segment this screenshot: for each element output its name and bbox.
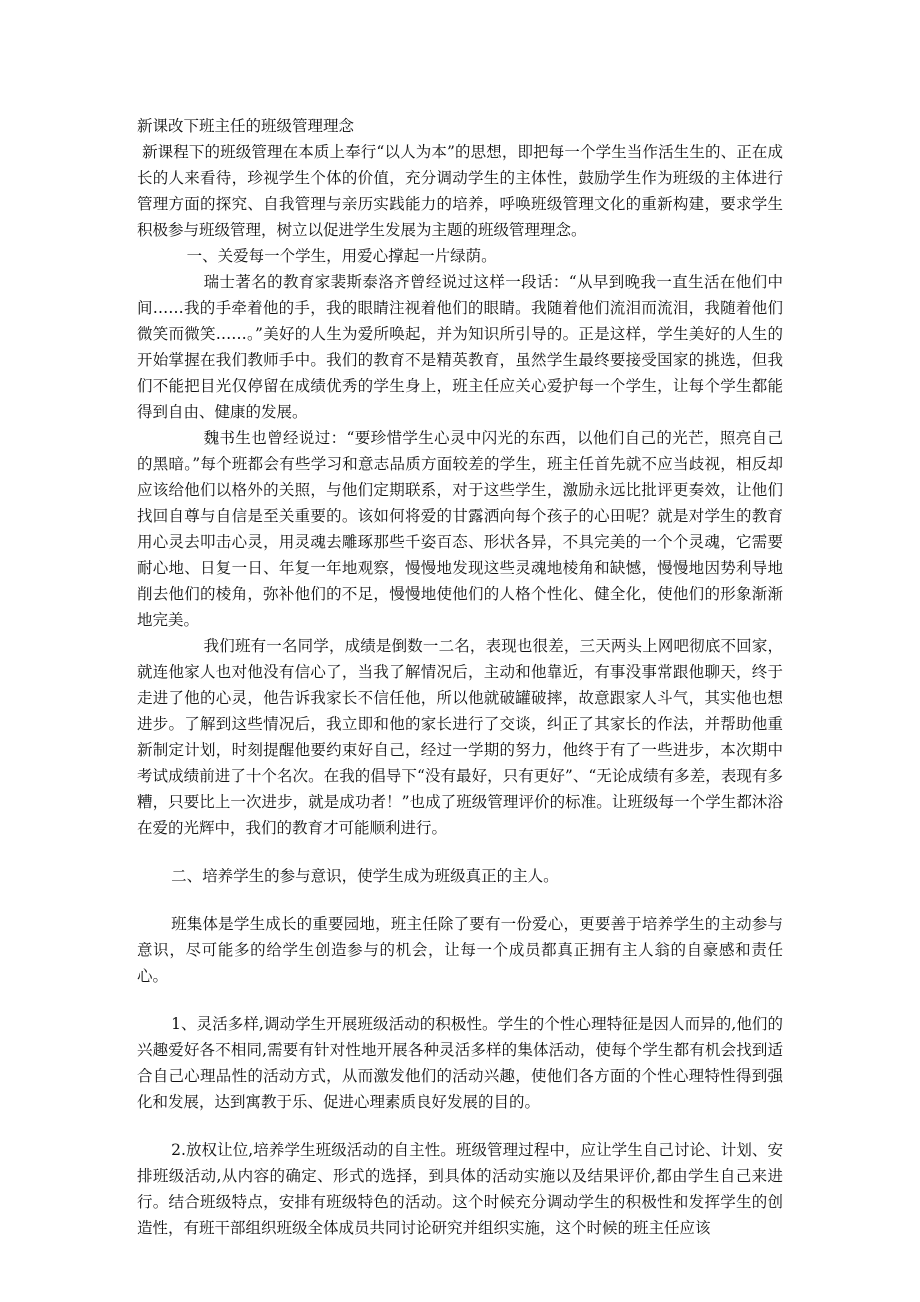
paragraph-student-story: 我们班有一名同学，成绩是倒数一二名，表现也很差，三天两头上网吧彻底不回家，就连他家人也对他没有信心了，当我了解情况后，主动和他靠近，有事没事常跟他聊天，终于走进了他的心灵，他告诉我家长不信任他，所以他就破罐破摔，故意跟家人斗气，其实他也想进步。了解到这些情况后，我立即和他的家长进行了交谈，纠正了其家长的作法，并帮助他重新制定计划，时刻提醒他要约束好自己，经过一学期的努力，他终于有了一些进步，本次期中考试成绩前进了十个名次。在我的倡导下“没有最好，只有更好”、“无论成绩有多差，表现有多糟，只要比上一次进步，就是成功者！”也成了班级管理评价的标准。让班级每一个学生都沐浴在爱的光辉中，我们的教育才可能顺利进行。 (137, 637, 783, 837)
intro-paragraph: 新课程下的班级管理在本质上奉行“以人为本”的思想，即把每一个学生当作活生生的、正在成长的人来看待，珍视学生个体的价值，充分调动学生的主体性，鼓励学生作为班级的主体进行管理方面的探究、自我管理与亲历实践能力的培养，呼唤班级管理文化的重新构建，要求学生积极参与班级管理，树立以促进学生发展为主题的班级管理理念。 (137, 143, 783, 239)
paragraph-point-1: 1、灵活多样,调动学生开展班级活动的积极性。学生的个性心理特征是因人而异的,他们的兴趣爱好各不相同,需要有针对性地开展各种灵活多样的集体活动，使每个学生都有机会找到适合自己心理品性的活动方式，从而激发他们的活动兴趣，使他们各方面的个性心理特性得到强化和发展，达到寓教于乐、促进心理素质良好发展的目的。 (137, 1015, 783, 1111)
section-heading-1: 一、关爱每一个学生，用爱心撑起一片绿荫。 (186, 247, 497, 265)
section-heading-2: 二、培养学生的参与意识，使学生成为班级真正的主人。 (171, 867, 559, 885)
paragraph-pestalozzi: 瑞士著名的教育家裴斯泰洛齐曾经说过这样一段话：“从早到晚我一直生活在他们中间……我的手牵着他的手，我的眼睛注视着他们的眼睛。我随着他们流泪而流泪，我随着他们微笑而微笑……。”美好的人生为爱所唤起，并为知识所引导的。正是这样，学生美好的人生的开始掌握在我们教师手中。我们的教育不是精英教育，虽然学生最终要接受国家的挑选，但我们不能把目光仅停留在成绩优秀的学生身上，班主任应关心爱护每一个学生，让每个学生都能得到自由、健康的发展。 (137, 273, 783, 421)
document-page (137, 113, 783, 1241)
paragraph-class-collective: 班集体是学生成长的重要园地，班主任除了要有一份爱心，更要善于培养学生的主动参与意识，尽可能多的给学生创造参与的机会，让每一个成员都真正拥有主人翁的自豪感和责任心。 (137, 915, 783, 985)
paragraph-wei-shusheng: 魏书生也曾经说过：“要珍惜学生心灵中闪光的东西，以他们自己的光芒，照亮自己的黑暗。”每个班都会有些学习和意志品质方面较差的学生，班主任首先就不应当歧视，相反却应该给他们以格外的关照，与他们定期联系，对于这些学生，激励永远比批评更奏效，让他们找回自尊与自信是至关重要的。该如何将爱的甘露洒向每个孩子的心田呢？就是对学生的教育用心灵去叩击心灵，用灵魂去雕琢那些千姿百态、形状各异，不具完美的一个个灵魂，它需要耐心地、日复一日、年复一年地观察，慢慢地发现这些灵魂地棱角和缺憾，慢慢地因势利导地削去他们的棱角，弥补他们的不足，慢慢地使他们的人格个性化、健全化，使他们的形象渐渐地完美。 (137, 429, 783, 629)
document-title: 新课改下班主任的班级管理理念 (137, 117, 355, 135)
paragraph-point-2: 2.放权让位,培养学生班级活动的自主性。班级管理过程中，应让学生自己讨论、计划、安排班级活动,从内容的确定、形式的选择，到具体的活动实施以及结果评价,都由学生自己来进行。结合班级特点，安排有班级特色的活动。这个时候充分调动学生的积极性和发挥学生的创造性，有班干部组织班级全体成员共同讨论研究并组织实施，这个时候的班主任应该 (137, 1141, 783, 1237)
